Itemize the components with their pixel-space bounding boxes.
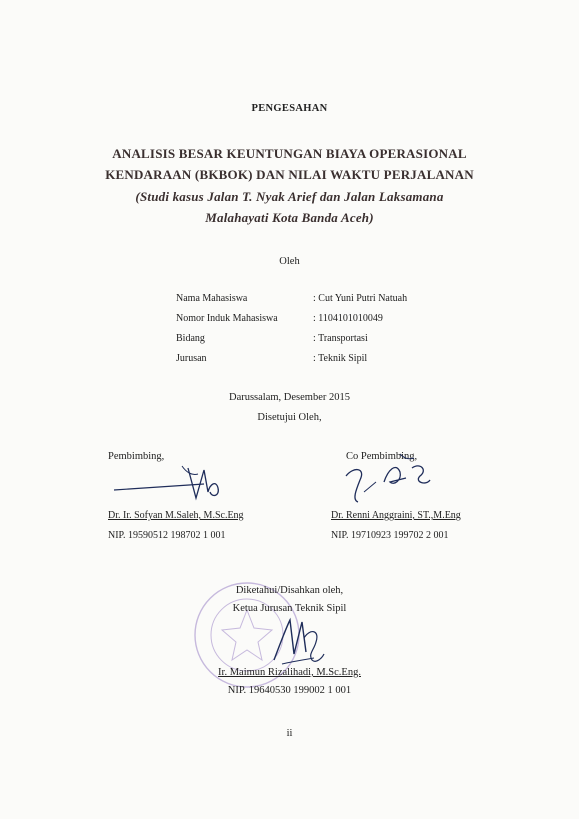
department-head-nip: NIP. 19640530 199002 1 001 [227, 685, 352, 696]
title-line-3: (Studi kasus Jalan T. Nyak Arief dan Jalan Laksamana [135, 189, 444, 204]
co-supervisor-name: Dr. Renni Anggraini, ST.,M.Eng [331, 510, 461, 521]
student-id-value: : 1104101010049 [313, 313, 383, 324]
field-label: Bidang [176, 333, 205, 344]
field-value: : Transportasi [313, 333, 368, 344]
approved-by: Disetujui Oleh, [257, 412, 322, 423]
title-line-1: ANALISIS BESAR KEUNTUNGAN BIAYA OPERASIONAL [112, 146, 467, 161]
department-head-name: Ir. Maimun Rizalihadi, M.Sc.Eng. [218, 667, 361, 678]
student-name-value: : Cut Yuni Putri Natuah [313, 293, 408, 304]
acknowledged-line-1: Diketahui/Disahkan oleh, [235, 585, 344, 596]
supervisor-name: Dr. Ir. Sofyan M.Saleh, M.Sc.Eng [108, 510, 244, 521]
co-supervisor-role: Co Pembimbing, [346, 451, 418, 462]
co-supervisor-signature [336, 452, 446, 506]
page-heading: PENGESAHAN [251, 103, 328, 114]
department-value: : Teknik Sipil [313, 353, 368, 364]
place-date: Darussalam, Desember 2015 [228, 392, 350, 403]
title-line-4: Malahayati Kota Banda Aceh) [205, 210, 374, 225]
page-number: ii [286, 728, 293, 739]
acknowledged-line-2: Ketua Jurusan Teknik Sipil [232, 603, 347, 614]
by-label: Oleh [279, 256, 300, 267]
title-line-2: KENDARAAN (BKBOK) DAN NILAI WAKTU PERJALANAN [105, 167, 474, 182]
student-name-label: Nama Mahasiswa [176, 293, 248, 304]
department-label: Jurusan [176, 353, 207, 364]
supervisor-nip: NIP. 19590512 198702 1 001 [108, 530, 226, 541]
department-head-signature [268, 614, 328, 668]
supervisor-role: Pembimbing, [108, 451, 165, 462]
co-supervisor-nip: NIP. 19710923 199702 2 001 [331, 530, 449, 541]
student-id-label: Nomor Induk Mahasiswa [176, 313, 278, 324]
supervisor-signature [112, 462, 232, 504]
